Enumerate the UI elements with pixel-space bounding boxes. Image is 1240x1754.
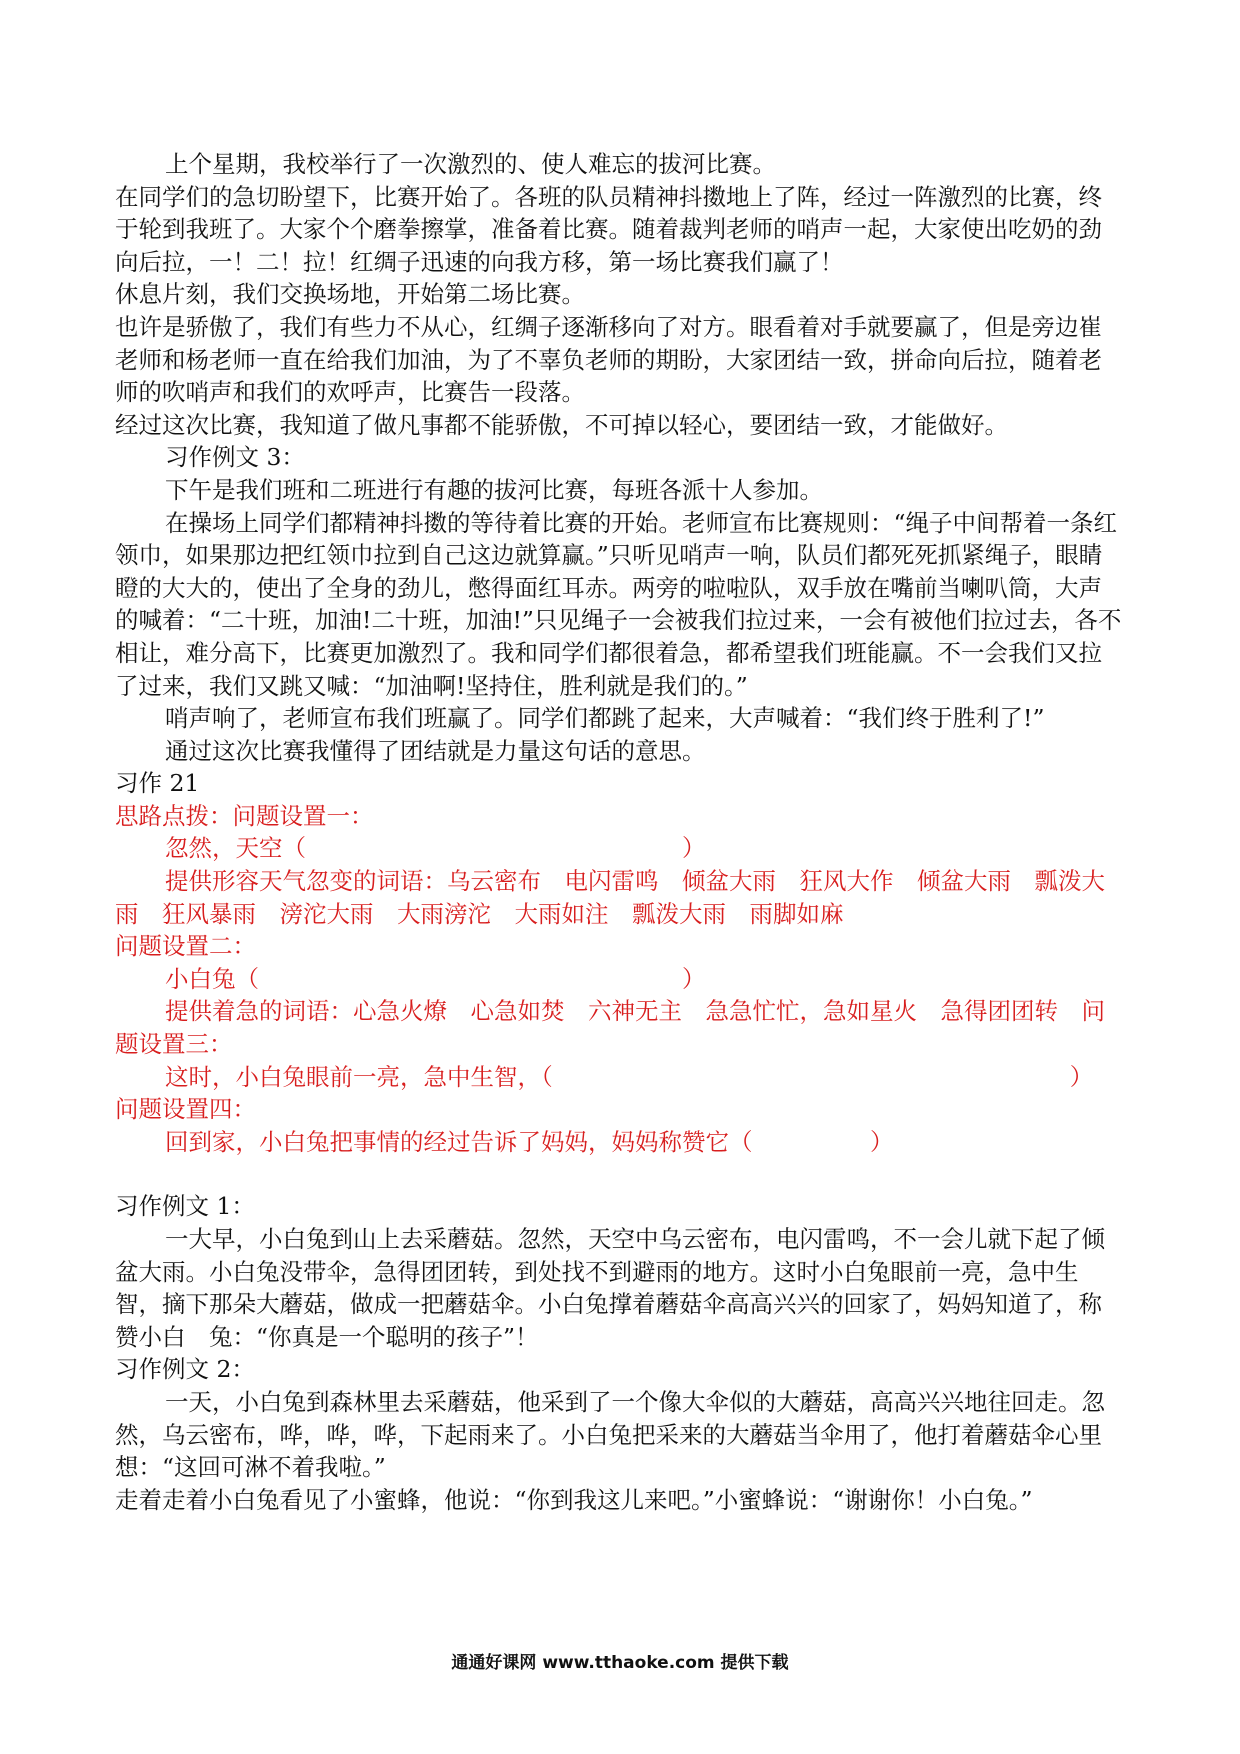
paragraph: 一天，小白兔到森林里去采蘑菇，他采到了一个像大伞似的大蘑菇，高高兴兴地往回走。忽然，乌云密布，哗，哗，哗，下起雨来了。小白兔把采来的大蘑菇当伞用了，他打着蘑菇伞心里想：“这回可淋不着我啦。”: [115, 1387, 1105, 1482]
paragraph: 在同学们的急切盼望下，比赛开始了。各班的队员精神抖擞地上了阵，经过一阵激烈的比赛，终于轮到我班了。大家个个磨拳擦掌，准备着比赛。随着裁判老师的哨声一起，大家使出吃奶的劲向后拉，一！二！拉！红绸子迅速的向我方移，第一场比赛我们赢了！: [115, 182, 1102, 276]
paragraph: 一大早，小白兔到山上去采蘑菇。忽然，天空中乌云密布，电闪雷鸣，不一会儿就下起了倾盆大雨。小白兔没带伞，急得团团转，到处找不到避雨的地方。这时小白兔眼前一亮，急中生智，摘下那朵大蘑菇，做成一把蘑菇伞。小白兔撑着蘑菇伞高高兴兴的回家了，妈妈知道了，称赞小白 兔：“你真是一个聪明的孩子”！: [115, 1225, 1105, 1351]
section-heading: 习作 21: [115, 769, 200, 798]
section-heading: 习作例文 1：: [115, 1192, 255, 1221]
fill-in-prompt: 回到家，小白兔把事情的经过告诉了妈妈，妈妈称赞它（ ）: [165, 1127, 894, 1156]
section-heading: 习作例文 3：: [165, 443, 305, 472]
fill-in-prompt: 这时，小白兔眼前一亮，急中生智，（ ）: [165, 1062, 1094, 1091]
paragraph: 通过这次比赛我懂得了团结就是力量这句话的意思。: [165, 736, 706, 765]
fill-in-prompt: 小白兔（ ）: [165, 964, 706, 993]
blank-line: [115, 1158, 1125, 1190]
hint-heading: 思路点拨：问题设置一：: [115, 801, 374, 830]
paragraph: 也许是骄傲了，我们有些力不从心，红绸子逐渐移向了对方。眼看着对手就要赢了，但是旁边崔老师和杨老师一直在给我们加油，为了不辜负老师的期盼，大家团结一致，拼命向后拉，随着老师的吹哨声和我们的欢呼声，比赛告一段落。: [115, 312, 1102, 407]
word-list: 提供着急的词语：心急火燎 心急如焚 六神无主 急急忙忙，急如星火 急得团团转 问题设置三：: [115, 997, 1105, 1059]
paragraph: 哨声响了，老师宣布我们班赢了。同学们都跳了起来，大声喊着：“我们终于胜利了!”: [165, 704, 1045, 733]
paragraph: 在操场上同学们都精神抖擞的等待着比赛的开始。老师宣布比赛规则：“绳子中间帮着一条红领巾，如果那边把红领巾拉到自己这边就算赢。”只听见哨声一响，队员们都死死抓紧绳子，眼睛瞪的大大的，使出了全身的劲儿，憋得面红耳赤。两旁的啦啦队，双手放在嘴前当喇叭筒，大声的喊着：“二十班，加油!二十班，加油!”只见绳子一会被我们拉过来，一会有被他们拉过去，各不相让，难分高下，比赛更加激烈了。我和同学们都很着急，都希望我们班能赢。不一会我们又拉了过来，我们又跳又喊：“加油啊!坚持住，胜利就是我们的。”: [115, 508, 1122, 700]
word-list: 提供形容天气忽变的词语：乌云密布 电闪雷鸣 倾盆大雨 狂风大作 倾盆大雨 瓢泼大雨 狂风暴雨 滂沱大雨 大雨滂沱 大雨如注 瓢泼大雨 雨脚如麻: [115, 867, 1105, 928]
paragraph: 上个星期，我校举行了一次激烈的、使人难忘的拔河比赛。: [165, 150, 776, 178]
paragraph: 休息片刻，我们交换场地，开始第二场比赛。: [115, 280, 585, 309]
document-body: [115, 148, 1125, 1516]
section-heading: 习作例文 2：: [115, 1355, 255, 1384]
hint-heading: 问题设置二：: [115, 932, 256, 961]
page-footer: 通通好课网 www.tthaoke.com 提供下载: [451, 1653, 789, 1673]
hint-heading: 问题设置四：: [115, 1095, 256, 1124]
paragraph: 走着走着小白兔看见了小蜜蜂，他说：“你到我这儿来吧。”小蜜蜂说：“谢谢你！小白兔。”: [115, 1485, 1033, 1514]
fill-in-prompt: 忽然，天空（ ）: [165, 834, 706, 863]
paragraph: 下午是我们班和二班进行有趣的拔河比赛，每班各派十人参加。: [165, 475, 823, 504]
paragraph: 经过这次比赛，我知道了做凡事都不能骄傲，不可掉以轻心，要团结一致，才能做好。: [115, 410, 1008, 439]
